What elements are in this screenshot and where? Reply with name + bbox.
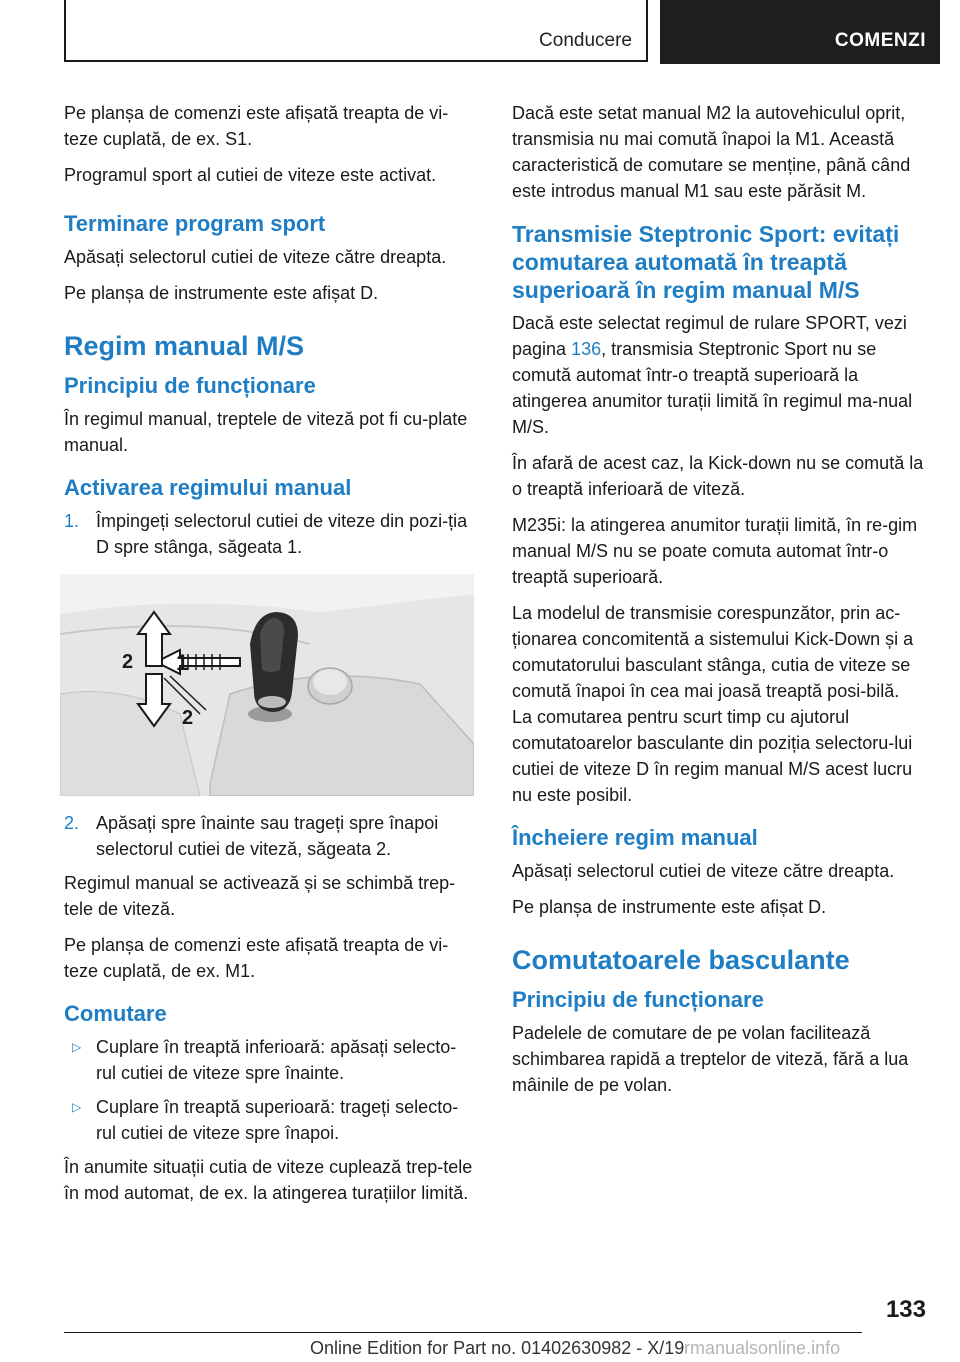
triangle-bullet-icon: ▷ <box>72 1040 82 1054</box>
paragraph: Pe planșa de comenzi este afișată treapta de vi-teze cuplată, de ex. M1. <box>64 935 449 981</box>
paragraph: Apăsați selectorul cutiei de viteze către dreapta. <box>512 861 895 881</box>
heading-end-manual: Încheiere regim manual <box>512 825 758 850</box>
header-chapter-box <box>660 0 940 64</box>
bullet-text: Cuplare în treaptă inferioară: apăsați selecto-rul cutiei de viteze spre înainte. <box>96 1037 457 1083</box>
step-item <box>64 810 476 862</box>
gear-selector-illustration <box>60 574 474 796</box>
heading-end-sport: Terminare program sport <box>64 211 326 236</box>
paragraph: În afară de acest caz, la Kick-down nu se comută la o treaptă inferioară de viteză. <box>512 453 924 499</box>
figure-label-arrow-2-top: 2 <box>122 651 134 673</box>
paragraph: Regimul manual se activează și se schimbă trep-tele de viteză. <box>64 873 456 919</box>
paragraph: În anumite situații cutia de viteze cuplează trep-tele în mod automat, de ex. la atingerea turațiilor limită. <box>64 1157 473 1203</box>
step-text: Împingeți selectorul cutiei de viteze din pozi-ția D spre stânga, săgeata 1. <box>96 511 468 557</box>
paragraph: La modelul de transmisie corespunzător, prin ac-ționarea concomitentă a sistemului Kick-Down și a comutatorului basculant stânga, cutia de viteze se comută înapoi în cea mai joasă treaptă posi-bilă. La comutarea pentru scurt timp cu ajutorul comutatoarelor basculante din poziția selectoru-lui cutiei de viteze D în regim manual M/S acest lucru nu este posibil. <box>512 603 914 805</box>
triangle-bullet-icon: ▷ <box>72 1100 82 1114</box>
right-column <box>512 100 924 1108</box>
paragraph: Apăsați selectorul cutiei de viteze către dreapta. <box>64 247 447 267</box>
header-section-title: Conducere <box>539 30 632 51</box>
page-reference-link[interactable]: 136 <box>571 339 602 359</box>
left-column <box>64 100 476 1216</box>
figure-label-arrow-1: 1 <box>176 650 189 675</box>
heading-manual-mode: Regim manual M/S <box>64 331 305 361</box>
step-number: 1. <box>64 511 80 531</box>
paragraph: În regimul manual, treptele de viteză pot fi cu-plate manual. <box>64 409 468 455</box>
bullet-item <box>64 1034 476 1086</box>
footer-edition: Online Edition for Part no. 01402630982 - X/19 <box>310 1338 685 1358</box>
heading-activation: Activarea regimului manual <box>64 475 352 500</box>
header-section-box <box>64 0 648 62</box>
paragraph <box>512 310 924 440</box>
intro-paragraph: Pe planșa de comenzi este afișată treapta de vi-teze cuplată, de ex. S1. <box>64 103 449 149</box>
text-before-link: Dacă este selectat regimul de rulare SPORT, vezi pagina <box>512 313 907 359</box>
footer-divider <box>64 1332 862 1333</box>
paragraph: Pe planșa de instrumente este afișat D. <box>512 897 827 917</box>
text-after-link: , transmisia Steptronic Sport nu se comută automat într-o treaptă superioară la atingerea anumitor turații limită în regimul ma-nual M/S. <box>512 339 913 437</box>
paragraph: Pe planșa de instrumente este afișat D. <box>64 283 379 303</box>
figure-label-arrow-2-bottom: 2 <box>182 707 194 729</box>
paragraph: Padelele de comutare de pe volan facilitează schimbarea rapidă a treptelor de viteză, fără a lua mâinile de pe volan. <box>512 1023 909 1095</box>
bullet-item <box>64 1094 476 1146</box>
paragraph: Dacă este setat manual M2 la autovehiculul oprit, transmisia nu mai comută înapoi la M1. Această caracteristică de comutare se menține, până când este introdus manual M1 sau este părăsit M. <box>512 103 911 201</box>
heading-shifting: Comutare <box>64 1001 167 1026</box>
step-item <box>64 508 476 560</box>
step-text: Apăsați spre înainte sau trageți spre înapoi selectorul cutiei de viteză, săgeata 2. <box>96 813 439 859</box>
heading-steptronic: Transmisie Steptronic Sport: evitați comutarea automată în treaptă superioară în regim manual M/S <box>512 221 900 303</box>
heading-paddles: Comutatoarele basculante <box>512 945 850 975</box>
gear-selector-figure <box>60 574 474 796</box>
bullet-text: Cuplare în treaptă superioară: trageți selecto-rul cutiei de viteze spre înapoi. <box>96 1097 459 1143</box>
footer-watermark: rmanualsonline.info <box>684 1338 841 1358</box>
step-number: 2. <box>64 813 80 833</box>
heading-principle: Principiu de funcționare <box>64 373 316 398</box>
page-number: 133 <box>885 1296 926 1323</box>
intro-paragraph: Programul sport al cutiei de viteze este activat. <box>64 165 437 185</box>
heading-paddles-principle: Principiu de funcționare <box>512 987 764 1012</box>
header-chapter-title: COMENZI <box>834 30 926 51</box>
paragraph: M235i: la atingerea anumitor turații limită, în re-gim manual M/S nu se poate comuta automat într-o treaptă superioară. <box>512 515 918 587</box>
